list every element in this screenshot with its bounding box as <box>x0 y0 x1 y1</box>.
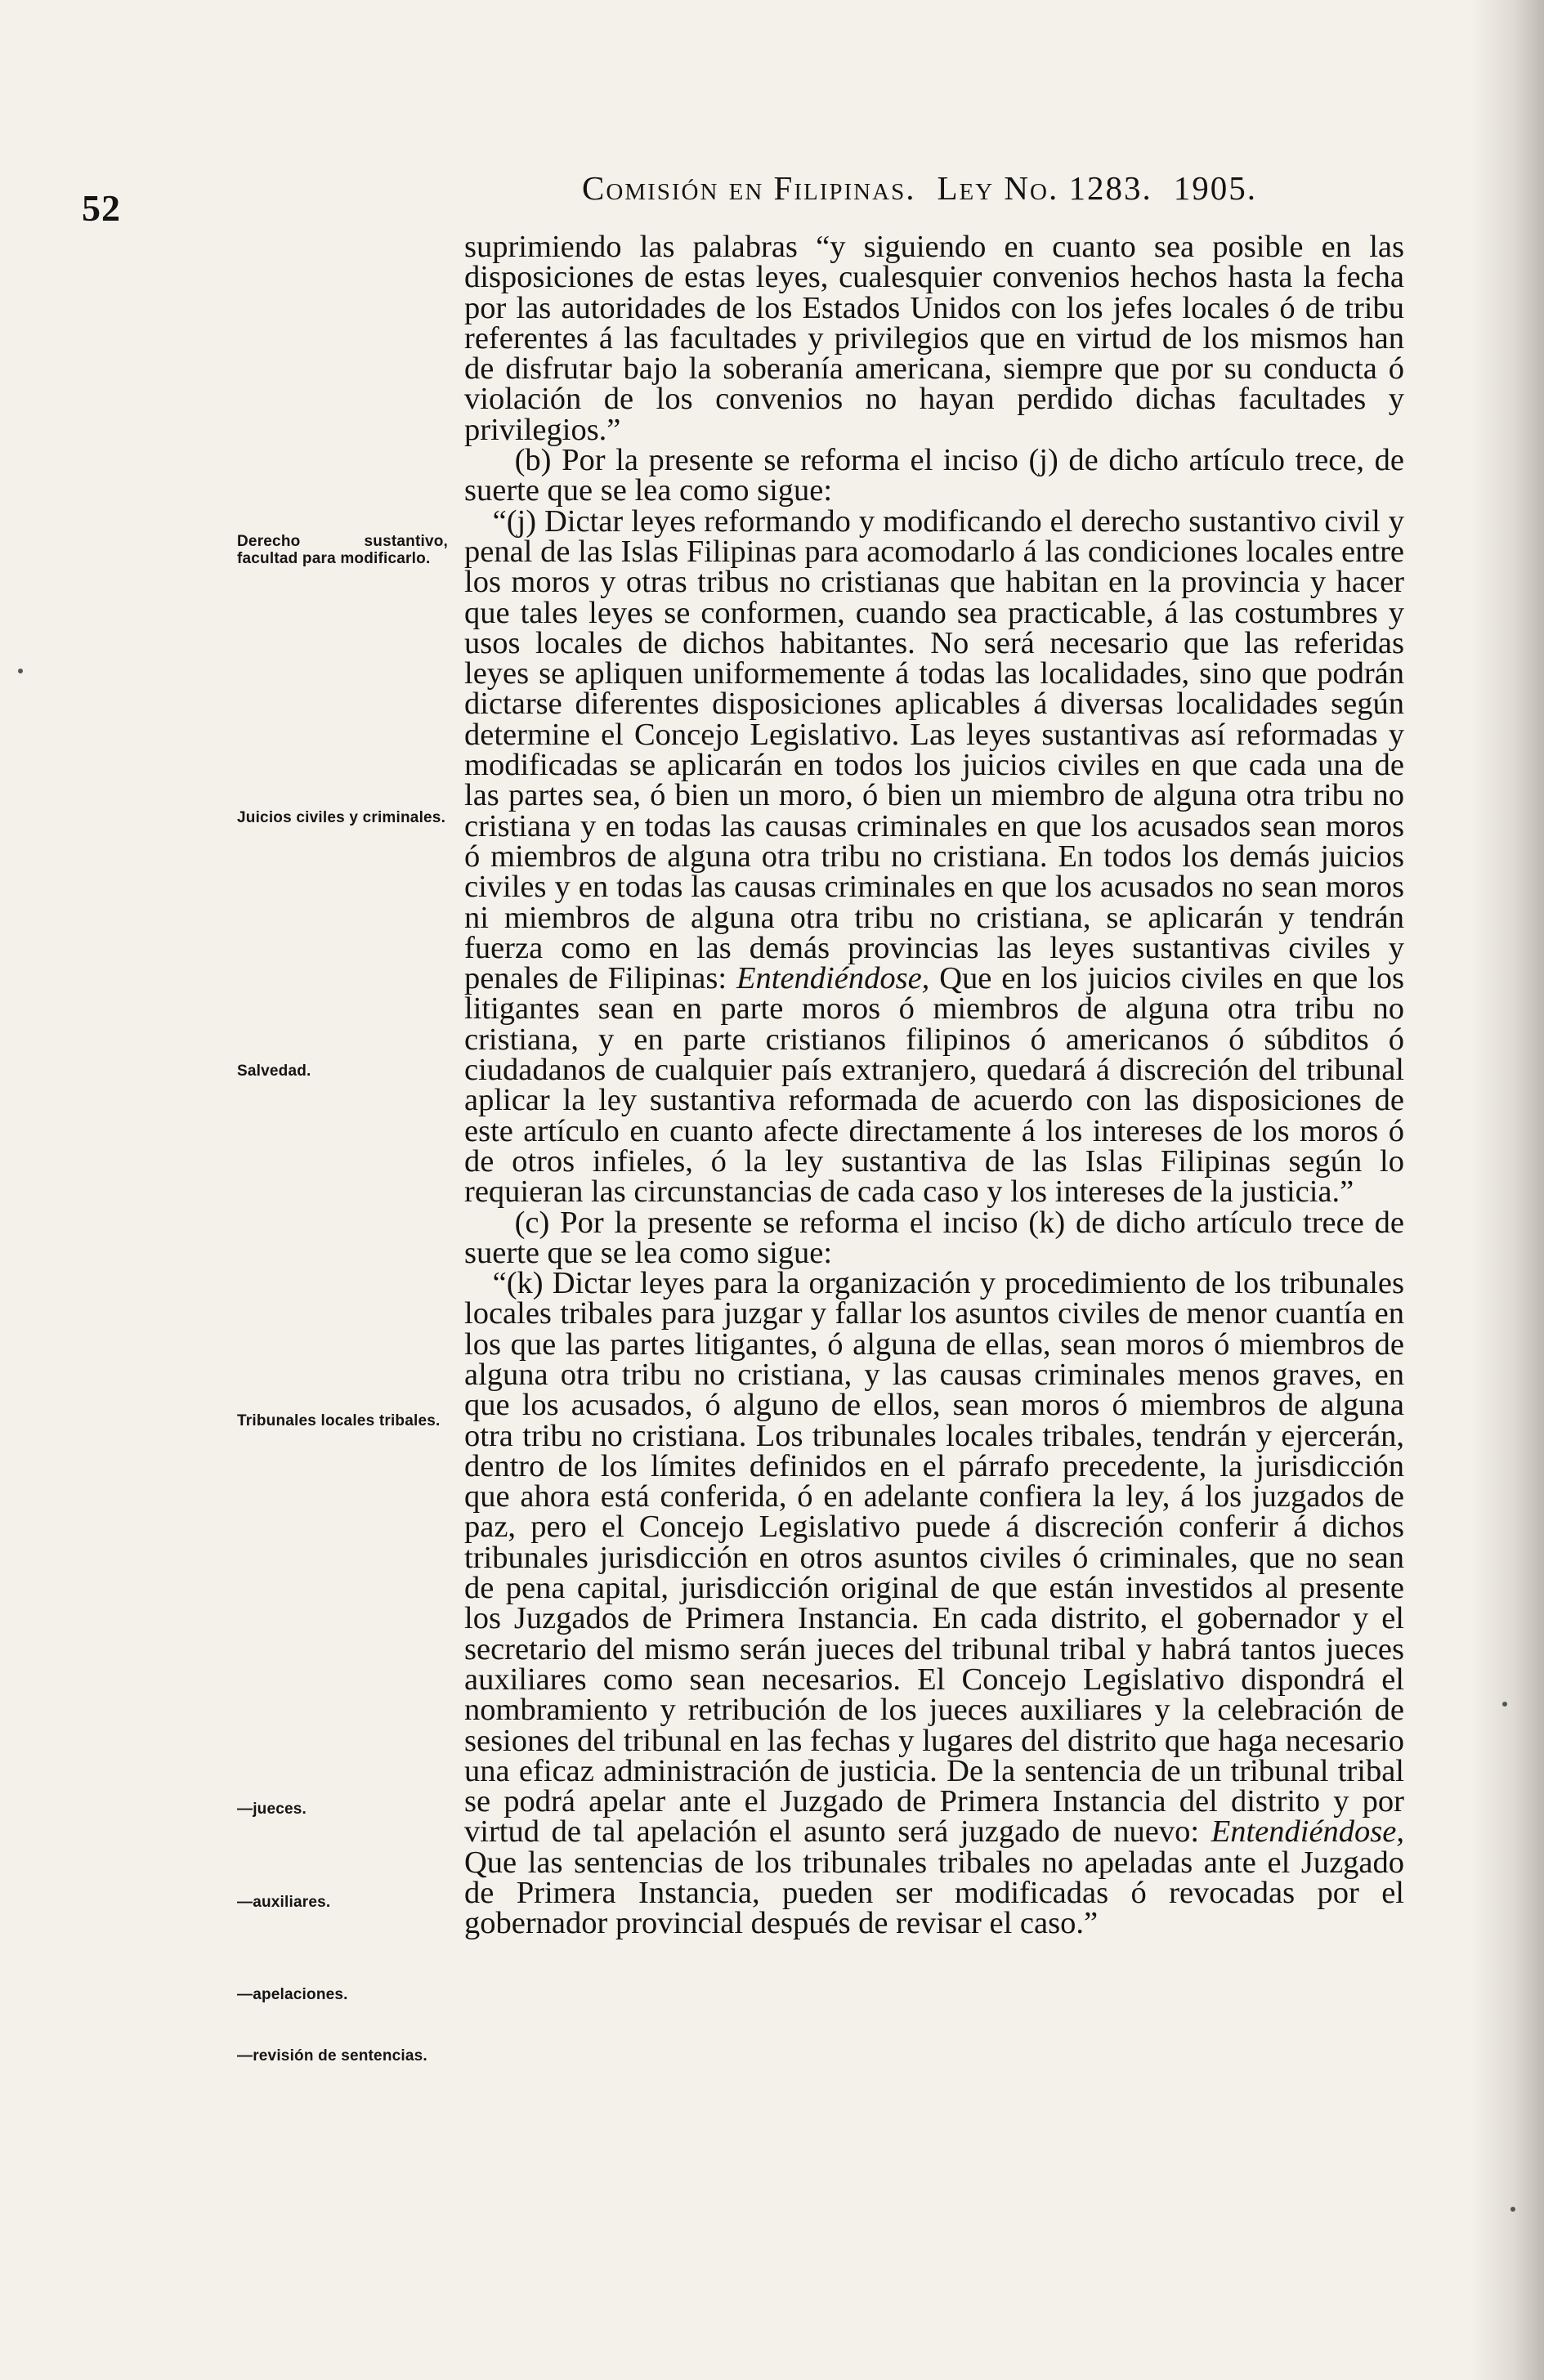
paragraph-suprimiendo: suprimiendo las palabras “y siguiendo en cuanto sea posible en las disposiciones de estas leyes, cualesquier convenios hechos hasta la fecha por las autoridades de los Estados Unidos con los jefes locales ó de tribu referentes á las facultades y privilegios que en virtud de los mismos han de disfrutar bajo la soberanía americana, siempre que por su conducta ó violación de los convenios no hayan perdido dichas facultades y privilegios.” <box>464 230 1404 447</box>
paragraph-j-text-continued: Que en los juicios civiles en que los litigantes sean en parte moros ó miembros de alguna otra tribu no cristiana, y en parte cristianos filipinos ó americanos ó súbditos ó ciudadanos de cualquier país extranjero, quedará á discreción del tribunal aplicar la ley sustantiva reformada de acuerdo con las disposiciones de este artículo en cuanto afecte directamente á los intereses de los moros ó de otros infieles, ó la ley sustantiva de las Islas Filipinas según lo requieran las circunstancias de cada caso y los intereses de la justicia.” <box>464 961 1405 1210</box>
page-number: 52 <box>82 187 121 229</box>
paragraph-b: (b) Por la presente se reforma el inciso (j) de dicho artículo trece, de suerte que se lea como sigue: <box>464 443 1404 508</box>
running-head-law: Ley No. 1283. <box>937 169 1152 207</box>
scan-speck <box>18 669 23 673</box>
paragraph-k-text-continued: Que las sentencias de los tribunales tribales no apeladas ante el Juzgado de Primera Instancia, pueden ser modificadas ó revocadas por el gobernador provincial después de revisar el caso.” <box>464 1845 1404 1941</box>
margin-note-revision: —revisión de sentencias. <box>237 2047 427 2065</box>
scan-speck <box>1502 1702 1507 1707</box>
margin-note-derecho-sustantivo: Derecho sustantivo, facultad para modificarlo. <box>237 533 448 567</box>
page-edge-shadow <box>1470 0 1544 2380</box>
paragraph-j-proviso: Entendiéndose, <box>736 961 930 996</box>
paragraph-j-text: “(j) Dictar leyes reformando y modificando el derecho sustantivo civil y penal de las Islas Filipinas para acomodarlo á las condiciones locales entre los moros y otras tribus no cristianas que habitan en la provincia y hacer que tales leyes se conformen, cuando sea practicable, á las costumbres y usos locales de dichos habitantes. No será necesario que las referidas leyes se apliquen uniformemente á todas las localidades, sino que podrán dictarse diferentes disposiciones aplicables á diversas localidades según determine el Concejo Legislativo. Las leyes sustantivas así reformadas y modificadas se aplicarán en todos los juicios civiles en que cada una de las partes sea, ó bien un moro, ó bien un miembro de alguna otra tribu no cristiana y en todas las causas criminales en que los acusados sean moros ó miembros de alguna otra tribu no cristiana. En todos los demás juicios civiles y en todas las causas criminales en que los acusados no sean moros ni miembros de alguna otra tribu no cristiana, se aplicarán y tendrán fuerza como en las demás provincias las leyes sustantivas civiles y penales de Filipinas: <box>464 503 1404 996</box>
running-head-year: 1905. <box>1173 169 1257 207</box>
paragraph-k <box>464 1268 1404 1939</box>
body-text <box>464 232 1404 1939</box>
margin-note-juicios: Juicios civiles y criminales. <box>237 809 446 826</box>
margin-note-salvedad: Salvedad. <box>237 1062 311 1080</box>
running-head-title: Comisión en Filipinas. <box>582 169 916 207</box>
running-head <box>582 168 1257 208</box>
paragraph-j <box>464 503 1405 1210</box>
paragraph-c: (c) Por la presente se reforma el inciso (k) de dicho artículo trece de suerte que se lea como sigue: <box>464 1205 1404 1270</box>
margin-note-jueces: —jueces. <box>237 1801 307 1818</box>
margin-note-apelaciones: —apelaciones. <box>237 1986 348 2003</box>
scan-speck <box>1510 2207 1515 2212</box>
margin-note-auxiliares: —auxiliares. <box>237 1894 331 1911</box>
paragraph-k-proviso: Entendiéndose, <box>1211 1814 1405 1850</box>
paragraph-k-text: “(k) Dictar leyes para la organización y procedimiento de los tribunales locales tribales para juzgar y fallar los asuntos civiles de menor cuantía en los que las partes litigantes, ó alguna de ellas, sean moros ó miembros de alguna otra tribu no cristiana, y las causas criminales menos graves, en que los acusados, ó alguno de ellos, sean moros ó miembros de alguna otra tribu no cristiana. Los tribunales locales tribales, tendrán y ejercerán, dentro de los límites definidos en el párrafo precedente, la jurisdicción que ahora está conferida, ó en adelante confiera la ley, á los juzgados de paz, pero el Concejo Legislativo puede á discreción conferir á dichos tribunales jurisdicción en otros asuntos civiles ó criminales, que no sean de pena capital, jurisdicción original de que están investidos al presente los Juzgados de Primera Instancia. En cada distrito, el gobernador y el secretario del mismo serán jueces del tribunal tribal y habrá tantos jueces auxiliares como sean necesarios. El Concejo Legislativo dispondrá el nombramiento y retribución de los jueces auxiliares y la celebración de sesiones del tribunal en las fechas y lugares del distrito que haga necesario una eficaz administración de justicia. De la sentencia de un tribunal tribal se podrá apelar ante el Juzgado de Primera Instancia del distrito y por virtud de tal apelación el asunto será juzgado de nuevo: <box>464 1266 1404 1850</box>
margin-note-tribunales: Tribunales locales tribales. <box>237 1412 441 1429</box>
